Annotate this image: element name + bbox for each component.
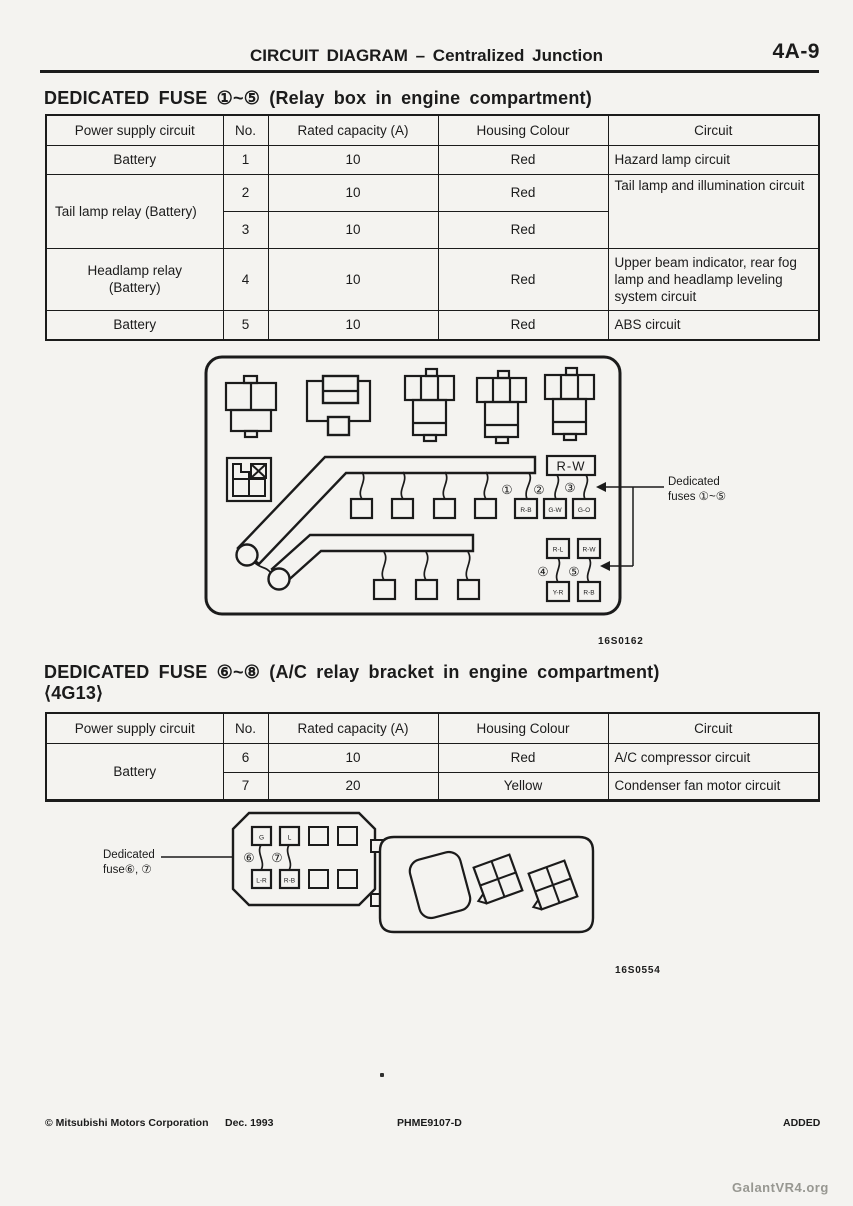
figure-code-1: 16S0162 (598, 636, 644, 647)
cell-no: 6 (223, 743, 268, 772)
cell-capacity: 10 (268, 174, 438, 211)
fuse-slot (458, 580, 479, 599)
col-header-circuit: Circuit (608, 115, 819, 145)
fuse-3-wire-label: G-O (577, 507, 591, 514)
cell-circuit: ABS circuit (608, 310, 819, 340)
fuse-slot (374, 580, 395, 599)
cell-no: 7 (223, 772, 268, 800)
relay-box-diagram (198, 352, 758, 622)
scan-speck (380, 1073, 384, 1077)
fuse-3-number: ③ (564, 481, 576, 495)
page-number: 4A-9 (772, 40, 820, 63)
dedicated-fuses-callout (596, 476, 726, 571)
fuse-slot (392, 499, 413, 518)
fuse-slot (434, 499, 455, 518)
relay-icon-3 (405, 369, 454, 441)
cell-no: 1 (223, 145, 268, 174)
relay-icon-4 (477, 371, 526, 443)
col-header-capacity: Rated capacity (A) (268, 713, 438, 743)
bus-bar-lower (272, 535, 473, 585)
cell-circuit: A/C compressor circuit (608, 743, 819, 772)
fuse-1-wire-label: R-B (520, 507, 532, 514)
cell-colour: Red (438, 211, 608, 248)
footer-status: ADDED (783, 1117, 821, 1129)
dedicated-fuse-table-2 (45, 712, 820, 802)
col-header-power-supply: Power supply circuit (46, 115, 223, 145)
section2-variant: ⟨4G13⟩ (44, 683, 104, 703)
col-header-colour: Housing Colour (438, 713, 608, 743)
bus-bar-upper-end (237, 545, 258, 566)
cell-supply-line2: (Battery) (108, 280, 161, 295)
cell-supply: Battery (46, 743, 223, 800)
cell-capacity: 10 (268, 211, 438, 248)
page-header-title: CIRCUIT DIAGRAM – Centralized Junction (250, 46, 603, 65)
fuse-4-upper-label: R-L (552, 546, 564, 554)
cell-capacity: 10 (268, 145, 438, 174)
cell-supply (46, 248, 223, 310)
cell-circuit: Upper beam indicator, rear fog lamp and headlamp leveling system circuit (608, 248, 819, 310)
cell-colour: Red (438, 743, 608, 772)
fuse-6-wire-label-top: G (258, 834, 265, 842)
ac-relay-bracket-diagram (95, 806, 665, 956)
fuse-slot (475, 499, 496, 518)
fuse-7-number: ⑦ (271, 851, 283, 865)
col-header-no: No. (223, 115, 268, 145)
cell-supply: Tail lamp relay (Battery) (46, 174, 223, 248)
cell-circuit: Tail lamp and illumination circuit (608, 174, 819, 248)
cell-capacity: 10 (268, 248, 438, 310)
fuse-5-wire-label: R-B (583, 589, 595, 597)
fuse-7-wire-label-top: L (287, 834, 292, 842)
watermark: GalantVR4.org (732, 1180, 829, 1195)
cell-capacity: 20 (268, 772, 438, 800)
fuse-6-number: ⑥ (243, 851, 255, 865)
cell-capacity: 10 (268, 310, 438, 340)
cell-supply: Battery (46, 145, 223, 174)
col-header-power-supply: Power supply circuit (46, 713, 223, 743)
fuse-2-wire-label: G-W (548, 507, 562, 514)
bus-bar-lower-end (269, 569, 290, 590)
cell-colour: Red (438, 174, 608, 211)
cell-capacity: 10 (268, 743, 438, 772)
section1-heading: DEDICATED FUSE ①~⑤ (Relay box in engine compartment) (44, 88, 592, 108)
fuse-5-upper-label: R-W (582, 546, 596, 554)
relay-icon-2 (307, 376, 370, 435)
cell-supply-line1: Headlamp relay (87, 263, 183, 278)
cell-circuit: Condenser fan motor circuit (608, 772, 819, 800)
cell-colour: Red (438, 248, 608, 310)
callout-line1: Dedicated (103, 849, 155, 861)
section2-heading-text: DEDICATED FUSE ⑥~⑧ (A/C relay bracket in engine compartment) (44, 662, 660, 682)
callout-line2: fuses ①~⑤ (668, 491, 727, 503)
fuse-1-number: ① (501, 483, 513, 497)
cell-no: 5 (223, 310, 268, 340)
fuse-4-number: ④ (537, 565, 549, 579)
footer-doc-code: PHME9107-D (397, 1117, 462, 1129)
table-row (46, 248, 819, 310)
cell-colour: Red (438, 310, 608, 340)
fuse-5-number: ⑤ (568, 565, 580, 579)
col-header-capacity: Rated capacity (A) (268, 115, 438, 145)
cell-supply: Battery (46, 310, 223, 340)
fuse-7-wire-label-bottom: R-B (283, 877, 296, 885)
callout-line2: fuse⑥, ⑦ (103, 864, 152, 876)
cell-no: 2 (223, 174, 268, 211)
col-header-no: No. (223, 713, 268, 743)
cell-no: 3 (223, 211, 268, 248)
fuse-2-number: ② (533, 483, 545, 497)
dedicated-fuse-table-1 (45, 114, 820, 341)
fuse-slot (351, 499, 372, 518)
table-row (46, 174, 819, 211)
cell-colour: Yellow (438, 772, 608, 800)
table-row (46, 310, 819, 340)
fuse-4-wire-label: Y-R (552, 589, 564, 597)
cell-no: 4 (223, 248, 268, 310)
table-row (46, 743, 819, 772)
fusible-link-box-icon (227, 458, 271, 501)
footer-copyright: © Mitsubishi Motors Corporation (45, 1117, 209, 1129)
section2-heading (44, 662, 660, 704)
figure-code-2: 16S0554 (615, 965, 661, 976)
relay-icon-1 (226, 376, 276, 437)
table-row (46, 145, 819, 174)
col-header-circuit: Circuit (608, 713, 819, 743)
col-header-colour: Housing Colour (438, 115, 608, 145)
fuse-6-wire-label-bottom: L-R (256, 877, 267, 885)
table-header-row (46, 713, 819, 743)
cell-colour: Red (438, 145, 608, 174)
table-header-row (46, 115, 819, 145)
header-rule (40, 70, 819, 73)
relay-icon-5 (545, 368, 594, 440)
cell-circuit: Hazard lamp circuit (608, 145, 819, 174)
fuse-slot (416, 580, 437, 599)
rw-connector-label: R-W (556, 458, 586, 474)
footer-date: Dec. 1993 (225, 1117, 274, 1129)
callout-line1: Dedicated (668, 476, 720, 488)
